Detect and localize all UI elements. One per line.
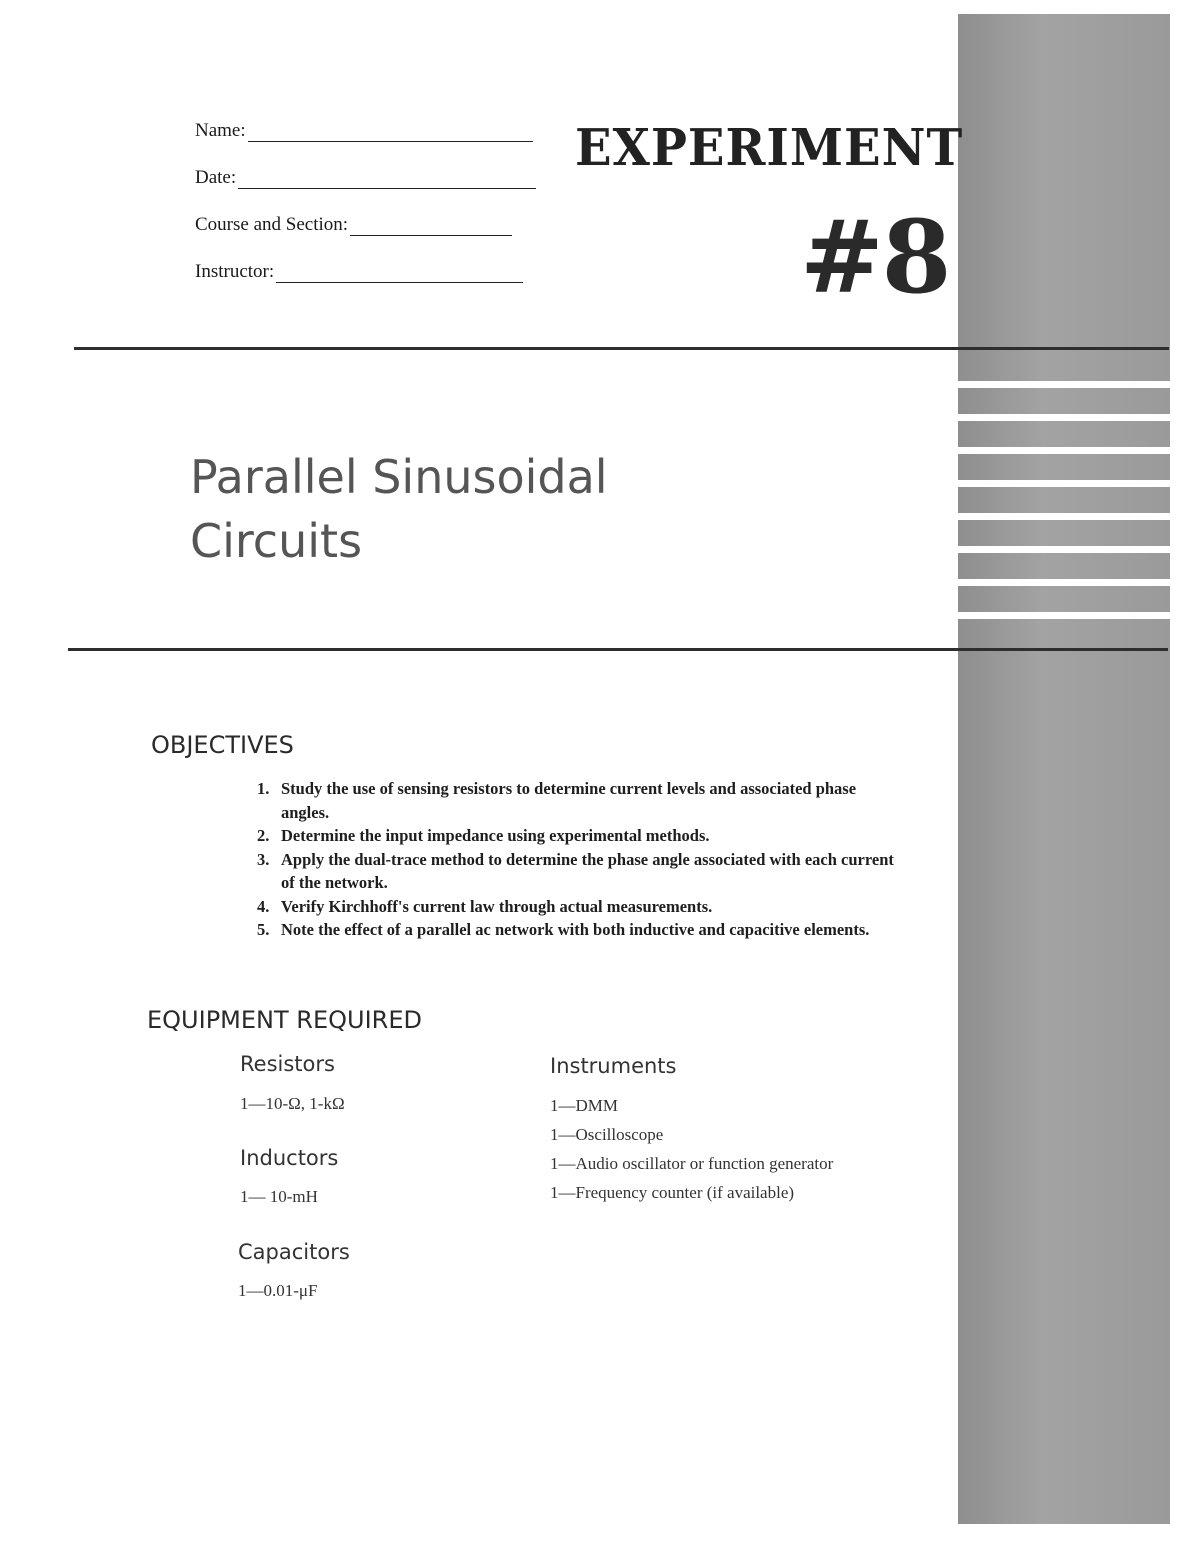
decorative-sidebar (958, 14, 1170, 1524)
instrument-item: 1—Oscilloscope (550, 1125, 664, 1144)
inductors-heading: Inductors (240, 1146, 339, 1170)
resistors-item: 1—10-Ω, 1-kΩ (240, 1094, 345, 1113)
capacitors-item: 1—0.01-μF (238, 1281, 318, 1300)
date-label: Date: (195, 167, 237, 188)
title-line-1: Parallel Sinusoidal (190, 450, 608, 504)
resistors-heading: Resistors (240, 1052, 335, 1076)
name-blank[interactable] (248, 121, 533, 142)
sidebar-stripe (958, 381, 1170, 388)
page-title (190, 445, 608, 573)
sidebar-stripe (958, 480, 1170, 487)
course-section-blank[interactable] (350, 215, 512, 236)
list-item: 3. Apply the dual-trace method to determine the phase angle associated with each current of the network. (257, 849, 894, 892)
sidebar-stripe (958, 513, 1170, 520)
instructor-label: Instructor: (195, 261, 275, 282)
title-line-2: Circuits (190, 514, 363, 568)
experiment-number: #8 (800, 198, 950, 316)
date-blank[interactable] (238, 168, 536, 189)
sidebar-stripe (958, 447, 1170, 454)
sidebar-stripe (958, 579, 1170, 586)
name-field[interactable] (195, 120, 533, 142)
instrument-item: 1—DMM (550, 1096, 619, 1115)
bottom-divider (68, 648, 1168, 651)
capacitors-heading: Capacitors (238, 1240, 350, 1264)
instruments-heading: Instruments (550, 1054, 677, 1078)
experiment-label: EXPERIMENT (575, 118, 964, 178)
date-field[interactable] (195, 167, 536, 189)
sidebar-stripe (958, 414, 1170, 421)
list-item: 1. Study the use of sensing resistors to determine current levels and associated phase angles. (257, 779, 857, 822)
course-section-field[interactable] (195, 214, 512, 236)
instrument-item: 1—Frequency counter (if available) (550, 1183, 795, 1202)
equipment-heading: EQUIPMENT REQUIRED (147, 1006, 422, 1034)
objectives-list (257, 777, 907, 942)
name-label: Name: (195, 120, 246, 141)
instrument-item: 1—Audio oscillator or function generator (550, 1154, 834, 1173)
list-item: 2. Determine the input impedance using experimental methods. (257, 826, 710, 845)
course-section-label: Course and Section: (195, 214, 349, 235)
list-item: 4. Verify Kirchhoff's current law through actual measurements. (257, 896, 713, 916)
sidebar-stripe (958, 546, 1170, 553)
objectives-heading: OBJECTIVES (151, 731, 294, 759)
instructor-blank[interactable] (276, 262, 523, 283)
sidebar-stripe (958, 612, 1170, 619)
instructor-field[interactable] (195, 261, 523, 283)
inductors-item: 1— 10-mH (240, 1187, 318, 1206)
top-divider (74, 347, 1169, 350)
list-item: 5. Note the effect of a parallel ac network with both inductive and capacitive elements. (257, 920, 870, 939)
